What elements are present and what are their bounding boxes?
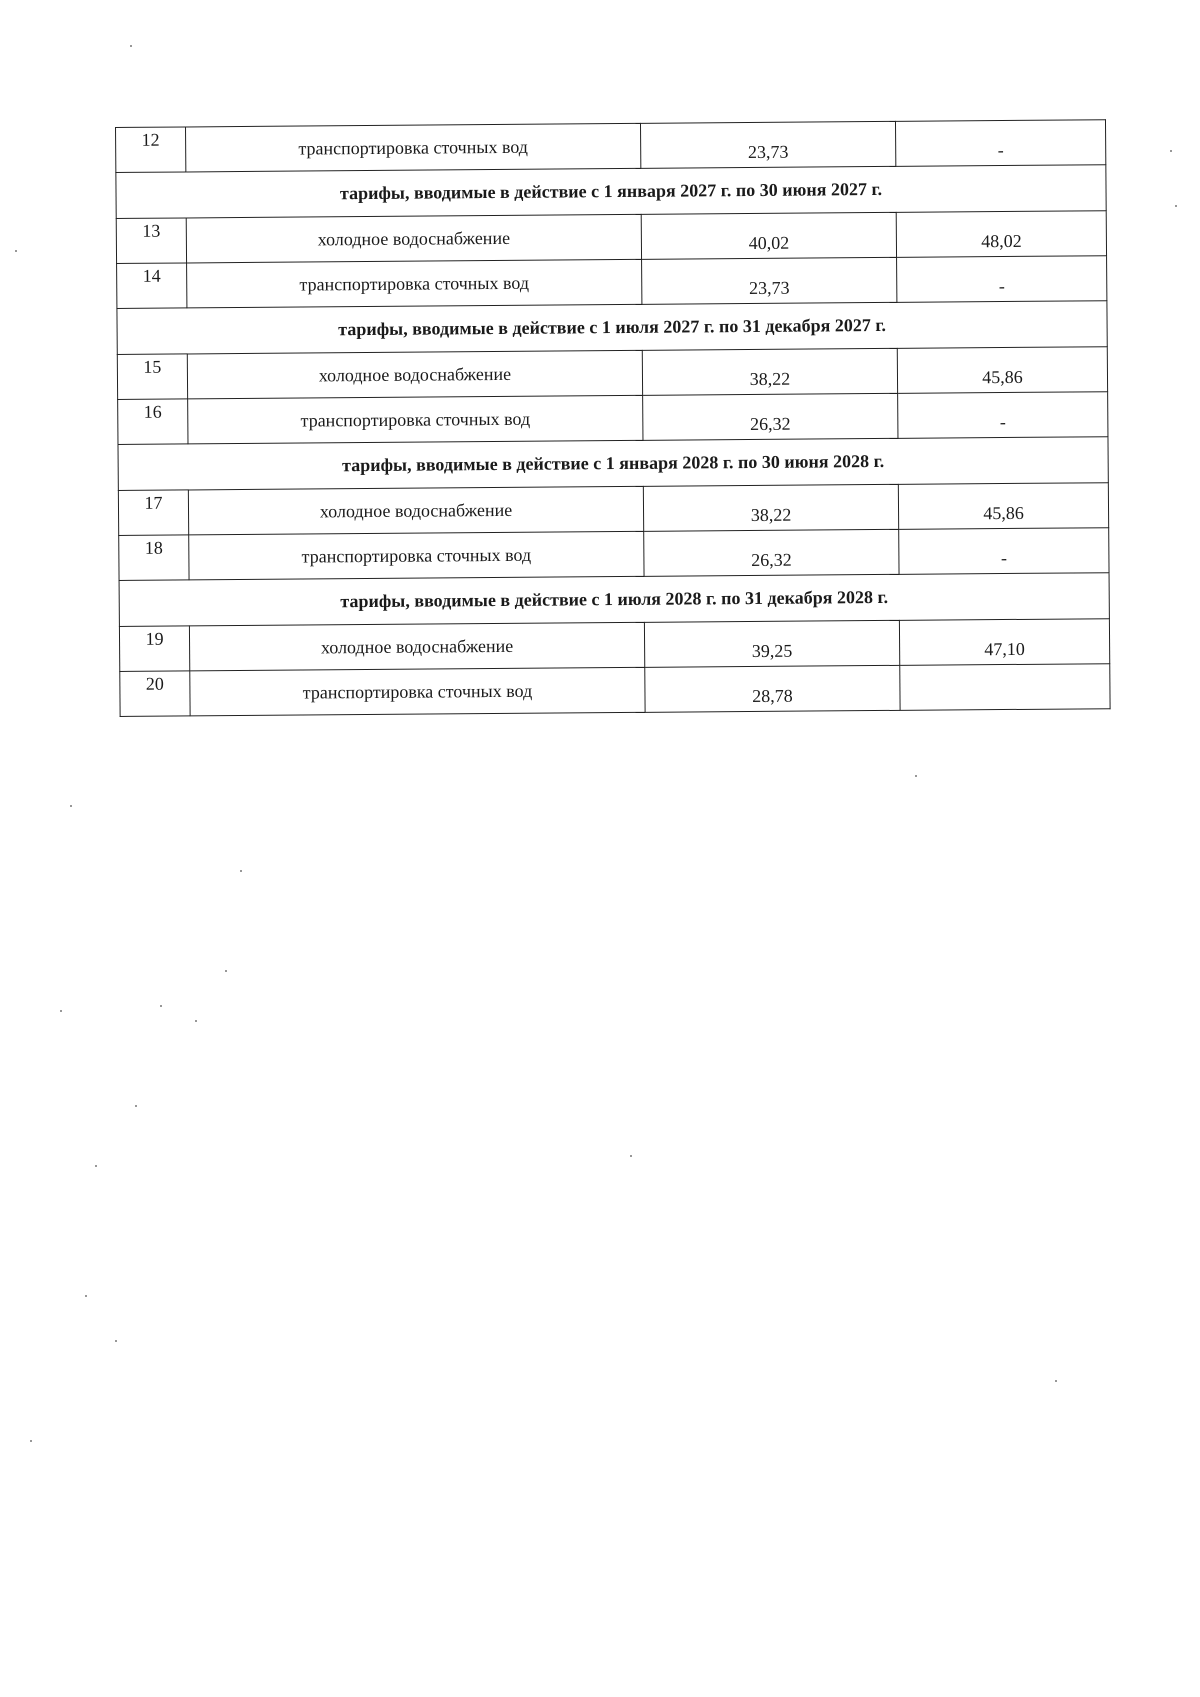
section-header-text: тарифы, вводимые в действие с 1 июля 2028 г. по 31 декабря 2028 г. <box>119 573 1109 627</box>
row-number-cell: 18 <box>119 535 189 581</box>
tariff-vat-cell: - <box>899 528 1109 575</box>
tariff-vat-cell: - <box>895 120 1105 167</box>
scan-speck <box>225 970 227 972</box>
row-number-cell: 14 <box>117 263 187 309</box>
tariff-table <box>115 119 1111 717</box>
scan-speck <box>135 1105 137 1107</box>
table-row <box>119 528 1109 581</box>
scan-speck <box>130 45 132 47</box>
table-row <box>116 211 1106 264</box>
row-number-cell: 20 <box>120 671 190 717</box>
table-row <box>117 347 1107 400</box>
tariff-cell: 23,73 <box>642 257 897 304</box>
tariff-cell: 38,22 <box>643 484 898 531</box>
row-number-cell: 16 <box>118 399 188 445</box>
scan-speck <box>85 1295 87 1297</box>
scan-speck <box>60 1010 62 1012</box>
tariff-cell: 38,22 <box>642 348 897 395</box>
service-name-cell: транспортировка сточных вод <box>187 259 642 308</box>
service-name-cell: холодное водоснабжение <box>186 214 641 263</box>
row-number-cell: 19 <box>119 626 189 672</box>
service-name-cell: транспортировка сточных вод <box>189 531 644 580</box>
scan-speck <box>915 775 917 777</box>
tariff-cell: 40,02 <box>641 212 896 259</box>
table-row <box>119 619 1109 672</box>
scan-speck <box>70 805 72 807</box>
tariff-cell: 39,25 <box>644 620 899 667</box>
tariff-vat-cell: - <box>898 392 1108 439</box>
service-name-cell: холодное водоснабжение <box>188 486 643 535</box>
row-number-cell: 15 <box>117 354 187 400</box>
tariff-vat-cell: 45,86 <box>897 347 1107 394</box>
table-row <box>120 664 1110 717</box>
table-row <box>117 256 1107 309</box>
scan-speck <box>115 1340 117 1342</box>
scan-speck <box>630 1155 632 1157</box>
service-name-cell: холодное водоснабжение <box>187 350 642 399</box>
tariff-cell: 28,78 <box>645 665 900 712</box>
scan-speck <box>160 1005 162 1007</box>
tariff-vat-cell: 47,10 <box>899 619 1109 666</box>
row-number-cell: 12 <box>116 127 186 173</box>
scan-speck <box>1175 205 1177 207</box>
scan-speck <box>240 870 242 872</box>
row-number-cell: 17 <box>118 490 188 536</box>
section-header-row <box>119 573 1109 627</box>
row-number-cell: 13 <box>116 218 186 264</box>
table-row <box>116 120 1106 173</box>
tariff-vat-cell: 45,86 <box>898 483 1108 530</box>
service-name-cell: транспортировка сточных вод <box>190 667 645 716</box>
tariff-vat-cell: - <box>897 256 1107 303</box>
table-row <box>118 483 1108 536</box>
scan-speck <box>1170 150 1172 152</box>
tariff-cell: 26,32 <box>643 393 898 440</box>
tariff-vat-cell <box>900 664 1110 711</box>
tariff-cell: 23,73 <box>640 121 895 168</box>
service-name-cell: транспортировка сточных вод <box>188 395 643 444</box>
tariff-vat-cell: 48,02 <box>896 211 1106 258</box>
service-name-cell: холодное водоснабжение <box>189 622 644 671</box>
scan-speck <box>195 1020 197 1022</box>
tariff-table-body <box>116 120 1111 717</box>
scan-speck <box>95 1165 97 1167</box>
scan-speck <box>15 250 17 252</box>
section-header-row <box>116 165 1106 219</box>
tariff-cell: 26,32 <box>644 529 899 576</box>
service-name-cell: транспортировка сточных вод <box>186 123 641 172</box>
scan-speck <box>30 1440 32 1442</box>
section-header-text: тарифы, вводимые в действие с 1 января 2028 г. по 30 июня 2028 г. <box>118 437 1108 491</box>
section-header-text: тарифы, вводимые в действие с 1 января 2027 г. по 30 июня 2027 г. <box>116 165 1106 219</box>
scan-speck <box>1055 1380 1057 1382</box>
table-row <box>118 392 1108 445</box>
section-header-text: тарифы, вводимые в действие с 1 июля 2027 г. по 31 декабря 2027 г. <box>117 301 1107 355</box>
section-header-row <box>117 301 1107 355</box>
section-header-row <box>118 437 1108 491</box>
